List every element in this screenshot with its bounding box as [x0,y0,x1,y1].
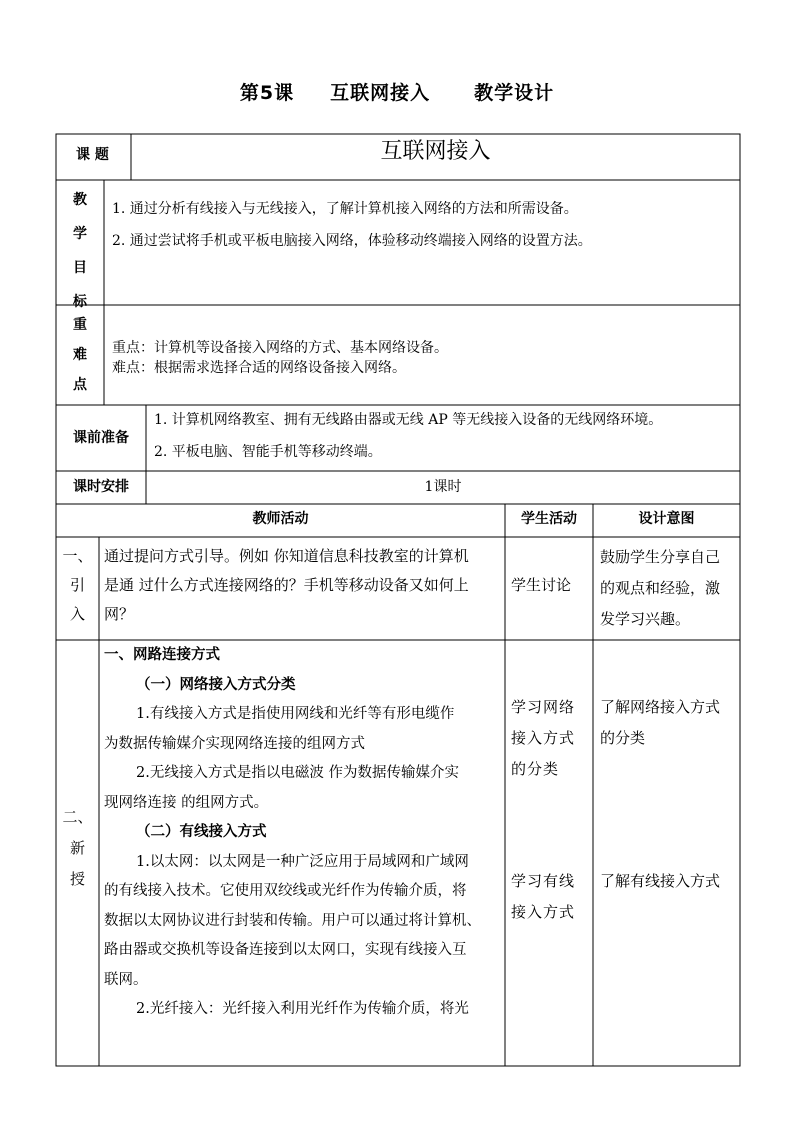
intent-line: 了解有线接入方式 [600,872,721,890]
intro-teacher-activity [104,542,504,629]
key-points-label [56,310,104,400]
goals-content [112,199,736,251]
teacher-line: 1.有线接入方式是指使用网线和光纤等有形电缆作 [136,706,455,722]
goals-label-char: 目 [73,260,87,276]
intro-intent-line: 的观点和经验，激 [600,579,721,597]
new-lesson-student-activity-2 [511,866,591,928]
document-type: 教学设计 [474,82,555,104]
difficult-point-line: 难点：根据需求选择合适的网络设备接入网络。 [112,360,406,376]
teacher-line: 1.以太网：以太网是一种广泛应用于局域网和广域网 [136,853,469,870]
intent-line: 的分类 [600,729,646,747]
student-line: 接入方式 [511,729,576,747]
preparation-content [154,410,738,462]
intro-intent-line: 发学习兴趣。 [600,610,691,628]
teacher-line: 数据以太网协议进行封装和传输。用户可以通过将计算机、 [104,912,481,929]
new-lesson-label [56,802,99,895]
schedule-value: 1课时 [424,479,462,495]
header-student-activity: 学生活动 [521,511,577,527]
student-line: 学习有线 [511,872,576,890]
new-lesson-student-activity-1 [511,692,591,785]
header-teacher-activity: 教师活动 [252,511,309,527]
schedule-label: 课时安排 [73,479,129,495]
key-points-label-char: 点 [73,377,87,393]
new-lesson-label-char: 新 [69,839,85,857]
lesson-name: 互联网接入 [330,82,431,104]
intro-intent-line: 鼓励学生分享自己 [600,548,721,566]
intro-label-char: 入 [69,605,85,623]
subsection-heading: （二）有线接入方式 [136,824,267,840]
preparation-item: 2. 平板电脑、智能手机等移动终端。 [154,444,382,460]
new-lesson-label-char: 授 [69,870,85,888]
key-points-label-char: 难 [73,347,87,363]
key-point-line: 重点：计算机等设备接入网络的方式、基本网络设备。 [112,340,448,356]
intro-teacher-line: 是通 过什么方式连接网络的？手机等移动设备又如何上 [104,576,469,594]
goals-label-char: 教 [73,192,87,208]
goals-label-char: 学 [73,226,87,242]
teacher-line: 现网络连接 的组网方式。 [104,794,269,811]
subsection-heading: （一）网络接入方式分类 [136,676,296,693]
intent-line: 了解网络接入方式 [600,698,721,716]
new-lesson-design-intent-2 [600,866,738,897]
preparation-item: 1. 计算机网络教室、拥有无线路由器或无线 AP 等无线接入设备的无线网络环境。 [154,412,663,428]
intro-label-char: 一、 [62,547,93,565]
student-line: 学习网络 [511,698,576,716]
lesson-number: 第5课 [239,82,295,104]
student-line: 接入方式 [511,903,576,921]
topic-label: 课 题 [76,147,109,163]
new-lesson-label-char: 二、 [62,808,93,826]
intro-student-activity: 学生讨论 [511,576,572,594]
intro-label-char: 引 [69,576,85,594]
teacher-line: 的有线接入技术。它使用双绞线或光纤作为传输介质，将 [104,883,467,899]
new-lesson-teacher-activity [104,641,504,1025]
goal-item: 2. 通过尝试将手机或平板电脑接入网络，体验移动终端接入网络的设置方法。 [112,233,592,249]
intro-design-intent [600,542,738,635]
teacher-line: 2.无线接入方式是指以电磁波 作为数据传输媒介实 [136,765,459,781]
preparation-label: 课前准备 [73,430,129,446]
key-points-content [112,338,736,378]
intro-label [56,542,99,629]
header-design-intent: 设计意图 [638,511,695,527]
intro-teacher-line: 网？ [104,605,135,623]
intro-teacher-line: 通过提问方式引导。例如 你知道信息科技教室的计算机 [104,547,469,565]
student-line: 的分类 [511,760,560,778]
topic-value: 互联网接入 [380,139,491,164]
goals-label-char: 标 [73,294,87,310]
teacher-line: 联网。 [104,971,148,988]
goal-item: 1. 通过分析有线接入与无线接入，了解计算机接入网络的方法和所需设备。 [112,201,578,217]
teacher-line: 为数据传输媒介实现网络连接的组网方式 [104,735,365,752]
key-points-label-char: 重 [73,317,87,333]
teacher-line: 路由器或交换机等设备连接到以太网口，实现有线接入互 [104,942,467,958]
teacher-line: 2.光纤接入：光纤接入利用光纤作为传输介质，将光 [136,1001,469,1017]
new-lesson-design-intent-1 [600,692,738,754]
section-heading: 一、网路连接方式 [104,647,220,663]
goals-label [56,183,104,319]
